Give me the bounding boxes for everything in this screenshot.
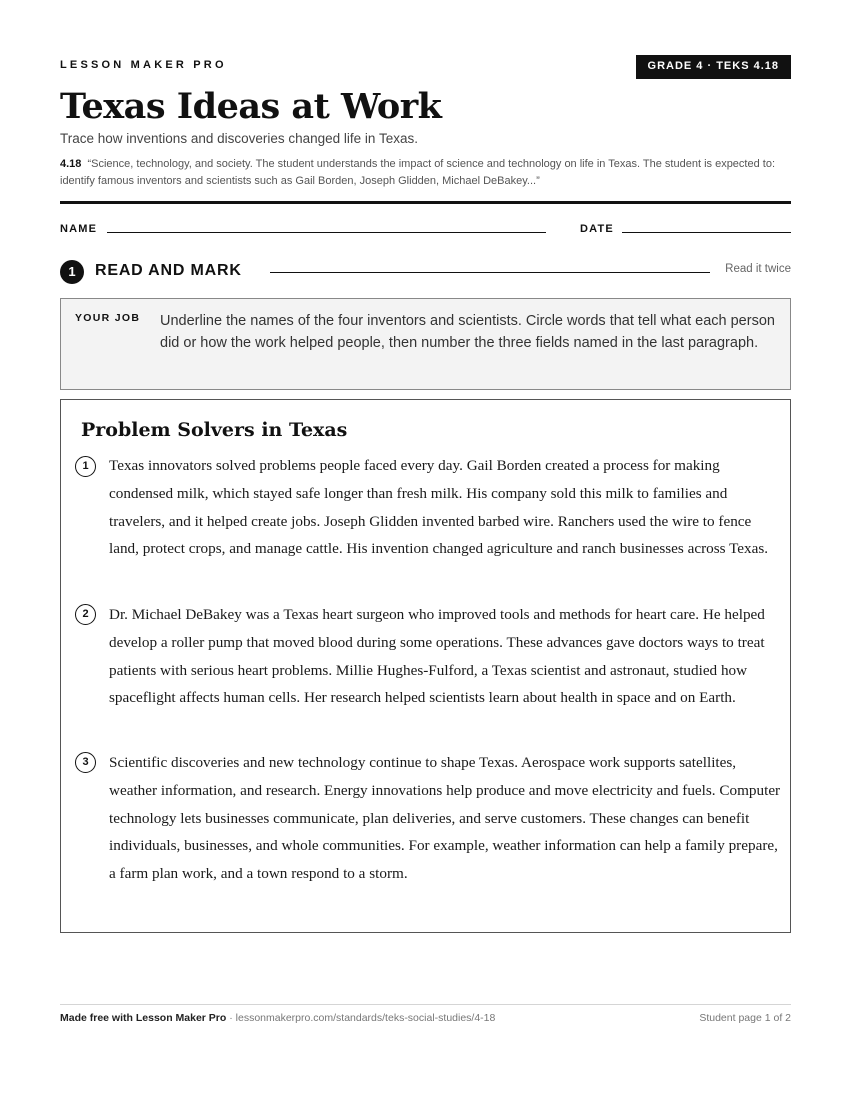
name-label: NAME <box>60 223 98 235</box>
passage-paragraph: Texas innovators solved problems people faced every day. Gail Borden created a process for making condensed milk, which stayed safe longer than fresh milk. His company sold this milk to families and travelers, and it helped create jobs. Joseph Glidden invented barbed wire. Ranchers used the wire to fence land, protect crops, and manage cattle. His invention changed agriculture and ranch businesses across Texas. <box>109 457 769 558</box>
page-title: Texas Ideas at Work <box>60 86 442 127</box>
name-field[interactable] <box>107 232 546 233</box>
footer-credit <box>60 1012 495 1024</box>
instructions-text: Underline the names of the four inventors and scientists. Circle words that tell what each person did or how the work helped people, then number the three fields named in the last paragraph. <box>160 313 775 351</box>
reading-passage <box>60 399 791 933</box>
footer-divider <box>60 1004 791 1005</box>
passage-paragraph: Scientific discoveries and new technology continue to shape Texas. Aerospace work supports satellites, weather information, and research. Energy innovations help produce and move electricity and fuels. Computer technology lets businesses communicate, plan deliveries, and serve customers. These changes can benefit individuals, businesses, and whole communities. For example, weather information can help a family prepare, a farm plan work, and a town respond to a storm. <box>109 754 781 883</box>
paragraph-number-badge: 2 <box>75 604 96 625</box>
footer-url[interactable]: lessonmakerpro.com/standards/teks-social-studies/4-18 <box>235 1012 496 1024</box>
page-subtitle: Trace how inventions and discoveries changed life in Texas. <box>60 131 418 146</box>
section-divider <box>270 272 710 273</box>
standard-text: “Science, technology, and society. The student understands the impact of science and technology on life in Texas. The student is expected to: identify famous inventors and scientists such as Gail Borden, Joseph Glidden, Michael DeBakey...” <box>60 158 776 187</box>
section-number-badge: 1 <box>60 260 84 284</box>
passage-title: Problem Solvers in Texas <box>81 419 348 441</box>
section-title: READ AND MARK <box>95 262 242 279</box>
footer-made-with: Made free with Lesson Maker Pro <box>60 1012 227 1024</box>
instructions-box <box>60 298 791 390</box>
instructions-label: YOUR JOB <box>75 312 141 324</box>
header-divider <box>60 201 791 204</box>
passage-paragraph: Dr. Michael DeBakey was a Texas heart surgeon who improved tools and methods for heart care. He helped develop a roller pump that moved blood during some operations. These advances gave doctors ways to treat patients with serious heart problems. Millie Hughes-Fulford, a Texas scientist and astronaut, studied how spaceflight affects human cells. Her research helped scientists learn about health in space and on Earth. <box>109 606 765 707</box>
paragraph-number-badge: 3 <box>75 752 96 773</box>
date-label: DATE <box>580 223 614 235</box>
footer-separator: · <box>226 1012 236 1024</box>
date-field[interactable] <box>622 232 791 233</box>
paragraph-number-badge: 1 <box>75 456 96 477</box>
standard-description <box>60 156 791 190</box>
section-note: Read it twice <box>725 263 791 275</box>
standard-code: 4.18 <box>60 158 82 170</box>
grade-badge: GRADE 4 · TEKS 4.18 <box>636 55 791 79</box>
worksheet-page <box>60 0 791 1100</box>
brand-name: LESSON MAKER PRO <box>60 59 227 71</box>
page-indicator: Student page 1 of 2 <box>699 1012 791 1024</box>
